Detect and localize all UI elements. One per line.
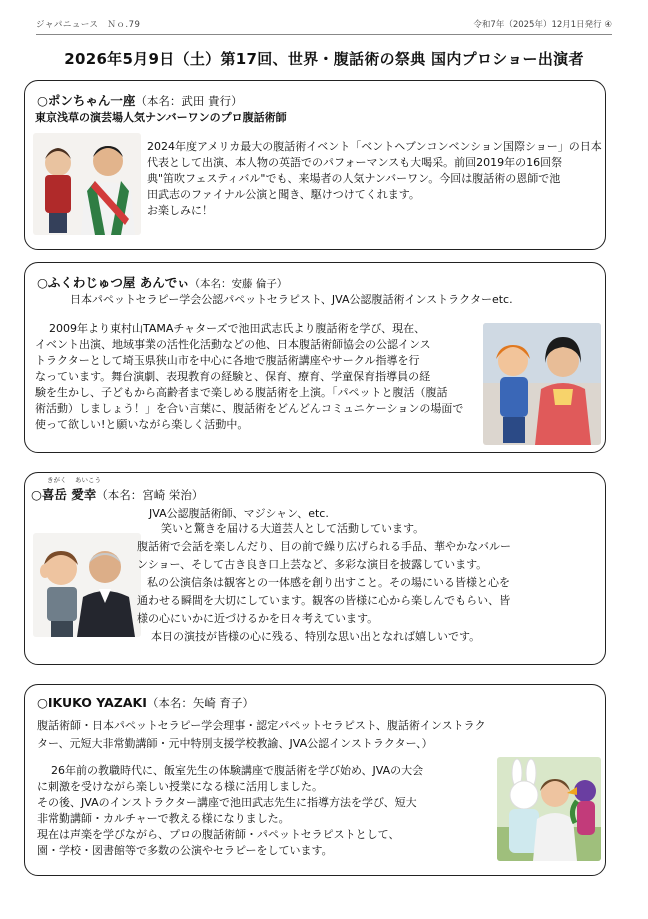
performer-subtitle: 日本パペットセラピー学会公認パペットセラピスト、JVA公認腹話術インストラクターetc. [70,293,513,306]
bio-line: に刺激を受けながら楽しい授業になる様に活用しました。 [37,780,323,793]
performer-photo [483,323,601,445]
bio-line: 様の心にいかに近づけるかを日々考えています。 [137,612,379,625]
performer-name: ○ポンちゃん一座 [37,93,136,108]
bio-line: 験を生かし、子どもから高齢者まで楽しめる腹話術を上演。「パペットと腹活（腹話 [35,386,448,399]
performer-subtitle: 腹話術師・日本パペットセラピー学会理事・認定パペットセラピスト、腹話術インストラク [37,719,486,732]
performer-card-4 [24,684,606,876]
newsletter-header [36,18,612,32]
performer-realname: （本名：宮崎 栄治） [96,488,204,502]
bio-line: トラクターとして埼玉県狭山市を中心に各地で腹話術講座やサークル指導を行 [35,354,420,367]
performer-subtitle: JVA公認腹話術師、マジシャン、etc. [149,507,329,520]
bio-line: 術活動）しましょう！」を合い言葉に、腹話術をどんどんコミュニケーションの場面で [35,402,464,415]
bio-line: 2009年より東村山TAMAチャターズで池田武志氏より腹話術を学び、現在、 [49,322,426,335]
performer-name: ○喜岳 愛幸 [31,487,97,502]
performer-card-1 [24,80,606,250]
performer-realname: （本名：武田 貴行） [135,94,243,108]
issue-date: 令和7年（2025年）12月1日発行 ④ [473,20,612,30]
bio-line: 代表として出演、本人物の英語でのパフォーマンスも大喝采。前回2019年の16回祭 [147,156,563,169]
performer-photo [497,757,601,861]
bio-line: 典"笛吹フェスティバル"でも、来場者の人気ナンバーワン。今回は腹話術の恩師で池 [147,172,561,185]
bio-line: 現在は声楽を学びながら、プロの腹話術師・パペットセラピストとして、 [37,828,400,841]
performer-heading [31,485,203,503]
bio-line: 26年前の教職時代に、飯室先生の体験講座で腹話術を学び始め、JVAの大会 [51,764,424,777]
reading-ruby: あいこう [75,476,101,484]
performer-name: ○IKUKO YAZAKI [37,695,147,710]
bio-line: 使って欲しい!と願いながら楽しく活動中。 [35,418,249,431]
page-title: 2026年5月9日（土）第17回、世界・腹話術の祭典 国内プロショー出演者 [64,50,584,68]
performer-photo [33,133,141,235]
bio-line: なっています。舞台演劇、表現教育の経験と、保育、療育、学童保育指導員の経 [35,370,431,383]
performer-photo [33,533,141,637]
newsletter-name: ジャパニュース Ｎｏ.79 [36,20,141,30]
bio-line: 田武志のファイナル公演と聞き、駆けつけてくれます。 [147,188,420,201]
bio-line: その後、JVAのインストラクター講座で池田武志先生に指導方法を学び、短大 [37,796,417,809]
performer-subtitle: 東京浅草の演芸場人気ナンバーワンのプロ腹話術師 [35,111,287,124]
header-rule [36,34,612,35]
bio-line: 本日の演技が皆様の心に残る、特別な思い出となれば嬉しいです。 [151,630,481,643]
performer-heading [37,273,287,291]
bio-line: 私の公演信条は観客との一体感を創り出すこと。その場にいる皆様と心を [147,576,510,589]
performer-card-2 [24,262,606,453]
bio-line: イベント出演、地域事業の活性化活動などの他、日本腹話術師協会の公認インス [35,338,431,351]
performer-subtitle: ター、元短大非常勤講師・元中特別支援学校教諭、JVA公認インストラクター、） [37,737,433,750]
performer-name: ○ふくわじゅつ屋 あんでぃ [37,275,190,290]
performer-realname: （本名：安藤 倫子） [189,278,288,290]
performer-heading [37,91,243,109]
bio-line: 2024年度アメリカ最大の腹話術イベント「ベントヘブンコンベンション国際ショー」の日本 [147,140,602,153]
bio-line: 通わせる瞬間を大切にしています。観客の皆様に心から楽しんでもらい、皆 [137,594,511,607]
bio-line: 腹話術で会話を楽しんだり、目の前で繰り広げられる手品、華やかなバルー [137,540,511,553]
bio-line: お楽しみに！ [147,204,213,217]
bio-line: 非常勤講師・カルチャーで教える様になりました。 [37,812,290,825]
bio-line: 笑いと驚きを届ける大道芸人として活動しています。 [161,522,425,535]
bio-line: 園・学校・図書館等で多数の公演やセラピーをしています。 [37,844,333,857]
bio-line: ンショー、そして古き良き口上芸など、多彩な演目を披露しています。 [137,558,488,571]
performer-heading [37,695,254,711]
performer-card-3 [24,472,606,665]
performer-realname: （本名：矢崎 育子） [146,696,255,710]
reading-ruby: きがく [47,476,67,484]
